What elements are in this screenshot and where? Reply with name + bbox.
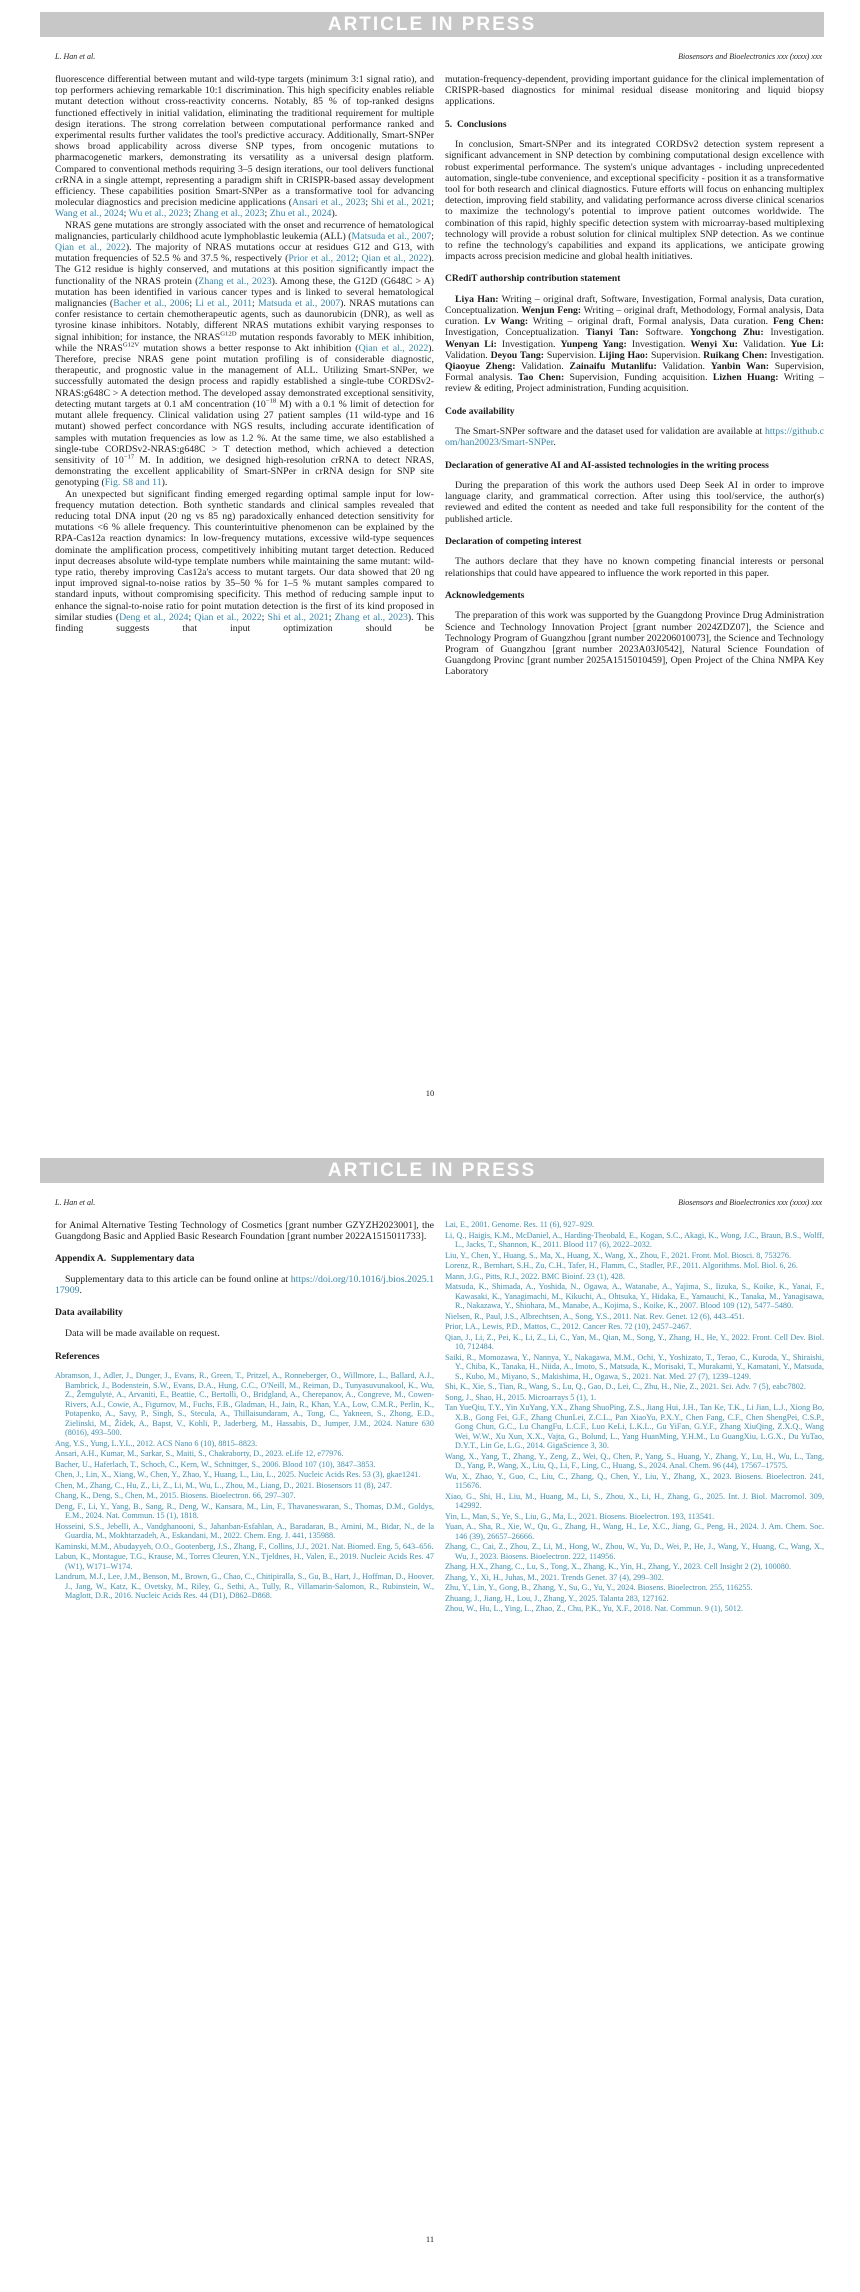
citation-link[interactable]: Wu et al., 2023	[128, 208, 189, 220]
reference-item[interactable]: Zhang, Y., Xi, H., Juhas, M., 2021. Trends Genet. 37 (4), 299–302.	[445, 1572, 664, 1582]
reference-item[interactable]: Hosseini, S.S., Jebelli, A., Vandghanooni, S., Jahanban-Esfahlan, A., Baradaran, B., Amini, M., Bidar, N., de la Guardia, M., Mokhtarzadeh, A., Eskandani, M., 2022. Chem. Eng. J. 441, 135988.	[55, 1521, 434, 1541]
section-heading: Acknowledgements	[445, 589, 525, 601]
citation-link[interactable]: Qian et al., 2022	[358, 342, 429, 354]
citation-link[interactable]: Zhang et al., 2023	[198, 275, 272, 287]
author-name: Qiaoyue Zheng:	[445, 361, 516, 373]
reference-item[interactable]: Zhu, Y., Lin, Y., Gong, B., Zhang, Y., Su, G., Yu, Y., 2024. Biosens. Bioelectron. 255, 116255.	[445, 1583, 753, 1592]
page-number: 10	[425, 1088, 435, 1098]
paragraph: An unexpected but significant finding emerged regarding optimal sample input for low-frequency mutation detection. Both synthetic standards and clinical samples revealed that reducing total DNA input (20 ng vs 85 ng) paradoxically enhanced detection sensitivity for mutations <6 % allele frequency. This counterintuitive phenomenon can be explained by the RPA-Cas12a reaction dynamics: In low-frequency mutations, excessive wild-type sequences dominate the amplification process, competitively inhibiting mutant target detection. Reduced input decreases absolute wild-type template numbers while maintaining the same mutant: wild-type ratio, thereby improving Cas12a's access to mutant targets. Our data showed that 20 ng input improved signal-to-noise ratios by 35–50 % for 1–5 % mutant samples compared to standard inputs, without compromising specificity. This method of reducing sample input to enhance the signal-to-noise ratio for point mutation detection is the first of its kind proposed in similar studies (Deng et al., 2024; Qian et al., 2022; Shi et al., 2021; Zhang et al., 2023). This finding suggests that input optimization should be	[55, 488, 435, 634]
reference-item[interactable]: Chen, M., Zhang, C., Hu, Z., Li, Z., Li, M., Wu, L., Zhou, M., Liang, D., 2021. Biosensors 11 (8), 247.	[55, 1480, 392, 1490]
author-name: Yongchong Zhu:	[689, 327, 764, 339]
paragraph: fluorescence differential between mutant and wild-type targets (minimum 3:1 signal ratio), and top performers achieving remarkable 10:1 discrimination. This high specificity enables reliable mutant detection without cross-reactivity concerns. Notably, 85 % of top-ranked designs functioned effectively in initial validation, eliminating the traditional requirement for multiple design iterations. The strong correlation between computational performance ranked and experimental results further validates the tool's predictive accuracy. Additionally, Smart-SNPer shows broad applicability across diverse SNP types, from oncogenic mutations to pharmacogenetic markers, demonstrating its versatility as a universal design platform. Compared to conventional methods requiring 3–5 design iterations, our tool delivers functional crRNA in a single attempt, representing a paradigm shift in CRISPR-based assay development efficiency. These capabilities position Smart-SNPer as a transformative tool for advancing molecular diagnostics and precision medicine applications (Ansari et al., 2023; Shi et al., 2021; Wang et al., 2024; Wu et al., 2023; Zhang et al., 2023; Zhu et al., 2024).	[55, 74, 434, 220]
section-heading: Data availability	[55, 1307, 123, 1319]
left-column	[55, 74, 434, 678]
page-11	[0, 1146, 860, 2292]
citation-link[interactable]: Qian et al., 2022	[194, 611, 262, 623]
citation-link[interactable]: Zhang et al., 2023	[193, 208, 265, 220]
left-column	[55, 1220, 434, 1615]
paragraph: mutation-frequency-dependent, providing important guidance for the clinical implementation of CRISPR-based diagnostics for minimal residual disease monitoring and liquid biopsy applications.	[445, 74, 824, 108]
paragraph: In conclusion, Smart-SNPer and its integrated CORDSv2 detection system represent a significant advancement in SNP detection by combining computational design excellence with robust experimental performance. The system's unique advantages - including unprecedented automation, single-tube convenience, and exceptional specificity - position it as a transformative tool for both research and clinical diagnostics. Future efforts will focus on enhancing multiplex detection, improving field stability, and validating performance across diverse clinical scenarios to maximize the technology's potential to improve patient outcomes worldwide. The combination of this rapid, highly specific detection system with microarray-based multiplexing technology will provide a robust solution for clinical multiplex SNP detection. As we continue to refine the technology's capabilities and expand its applications, we anticipate growing impacts across precision medicine and global health initiatives.	[445, 139, 824, 263]
citation-link[interactable]: Wang et al., 2024	[55, 208, 124, 220]
author-name: Zainaifu Mutanlifu:	[569, 361, 657, 373]
author-name: Tao Chen:	[517, 372, 565, 384]
reference-item[interactable]: Landrum, M.J., Lee, J.M., Benson, M., Brown, G., Chao, C., Chitipiralla, S., Gu, B., Hart, J., Hoffman, D., Hoover, J., Jang, W., Katz, K., Ovetsky, M., Riley, G., Sethi, A., Tully, R., Villamarin-Salomon, R., Rubinstein, W., Maglott, D.R., 2016. Nucleic Acids Res. 44 (D1), D862–D868.	[55, 1572, 434, 1601]
reference-item[interactable]: Abramson, J., Adler, J., Dunger, J., Evans, R., Green, T., Pritzel, A., Ronneberger, O., Willmore, L., Ballard, A.J., Bambrick, J., Bodenstein, S.W., Evans, D.A., Hung, C.C., O'Neill, M., Reiman, D., Tunyasuvunakool, K., Wu, Z., Žemgulytė, A., Arvaniti, E., Beattie, C., Bertolli, O., Bridgland, A., Cherepanov, A., Congreve, M., Cowen-Rivers, A.I., Cowie, A., Figurnov, M., Fuchs, F.B., Gladman, H., Jain, R., Khan, Y.A., Low, C.M.R., Perlin, K., Potapenko, A., Savy, P., Singh, S., Stecula, A., Thillaisundaram, A., Tong, C., Yakneen, S., Zhong, E.D., Zielinski, M., Žídek, A., Bapst, V., Kohli, P., Jaderberg, M., Hassabis, D., Jumper, J.M., 2024. Nature 630 (8016), 493–500.	[55, 1371, 434, 1438]
paragraph: NRAS gene mutations are strongly associated with the onset and recurrence of hematological malignancies, particularly childhood acute lymphoblastic leukemia (ALL) (Matsuda et al., 2007; Qian et al., 2022). The majority of NRAS mutations occur at residues G12 and G13, with mutation frequencies of 52.5 % and 37.5 %, respectively (Prior et al., 2012; Qian et al., 2022). The G12 residue is highly conserved, and mutations at this position significantly impact the functionality of the NRAS protein (Zhang et al., 2023). Among these, the G12D (G648C > A) mutation has been identified in various cancer types and is linked to several hematological malignancies (Bacher et al., 2006; Li et al., 2011; Matsuda et al., 2007). NRAS mutations can confer resistance to certain chemotherapeutic agents, such as daunorubicin (DNR), as well as tyrosine kinase inhibitors. Notably, different NRAS mutations exhibit varying responses to signal inhibition; for instance, the $NRAS^{G12D}$ mutation responds favorably to MEK inhibition, while the $NRAS^{G12V}$ mutation shows a better response to Akt inhibition (Qian et al., 2022). Therefore, precise NRAS gene point mutation profiling is of considerable diagnostic, therapeutic, and prognostic value in the management of ALL. Utilizing Smart-SNPer, we successfully automated the design process and rapidly established a single-tube CORDSv2-NRAS:g648C > A detection method. The developed assay demonstrated exceptional sensitivity, detecting mutant targets at 0.1 aM concentration ($10^{-18}$ M) with a 0.1 % limit of detection for mutant allele frequency. Clinical validation using 27 patient samples (11 wild-type and 16 mutant) showed perfect concordance with NGS results, including accurate identification of samples with mutation frequencies as low as 1.2 %. At the same time, we also established a single-tube CORDSv2-NRAS:g648C > T detection method, which achieved a detection sensitivity of $10^{-17}$ M. In addition, we designed high-resolution crRNA to detect NRAS, demonstrating the excellent applicability of Smart-SNPer in crRNA design for SNP site genotyping (Fig. S8 and 11).	[55, 219, 435, 489]
citation-link[interactable]: Li et al., 2011	[195, 298, 253, 310]
two-column-body	[55, 1220, 824, 1615]
citation-link[interactable]: https://github.com/han20023/Smart-SNPer	[445, 426, 824, 449]
superscript: −18	[265, 397, 277, 405]
citation-link[interactable]: Shi et al., 2021	[370, 197, 432, 209]
author-name: Feng Chen:	[772, 316, 824, 328]
reference-item[interactable]: Mann, J.G., Pitts, R.J., 2022. BMC Bioinf. 23 (1), 428.	[445, 1271, 625, 1281]
superscript: G12D	[220, 330, 237, 338]
citation-link[interactable]: Zhang et al., 2023	[334, 611, 408, 623]
reference-item[interactable]: Tan YueQiu, T.Y., Yin XuYang, Y.X., Zhang ShuoPing, Z.S., Jiang Hui, J.H., Tan Ke, T.K., Li Jian, L.J., Xiong Bo, X.B., Gong Fei, G.F., Zhang ChunLei, Z.C.L., Pan XiaoYu, P.X.Y., Chen Fang, C.F., Chen ShengPei, C.S.P., Gong Chun, G.C., Lu ChangFu, L.C.F., Luo KeLi, L.K.L., Gu YiFan, G.Y.F., Zhang XiuQing, Z.X.Q., Wang Wei, W.W., Xu Xun, X.X., Vajta, G., Bolund, L., Yang HuanMing, Y.H.M., Lu GuangXiu, L.G.X., Du YuTao, D.Y.T., Lin Ge, L.G., 2014. GigaScience 3, 30.	[445, 1403, 824, 1450]
reference-item[interactable]: Xiao, G., Shi, H., Liu, M., Huang, M., Li, S., Zhou, X., Li, H., Zhang, G., 2025. Int. J. Biol. Macromol. 309, 142992.	[445, 1491, 824, 1510]
author-name: Yanbin Wan:	[710, 361, 770, 373]
journal-reference: Biosensors and Bioelectronics xxx (xxxx) xxx	[678, 1198, 822, 1207]
reference-item[interactable]: Zhang, H.X., Zhang, C., Lu, S., Tong, X., Zhang, K., Yin, H., Zhang, Y., 2023. Cell Insight 2 (2), 100080.	[445, 1562, 792, 1571]
page-number: 11	[425, 2234, 435, 2244]
right-column	[445, 1220, 824, 1615]
author-name: Deyou Tang:	[490, 349, 545, 361]
reference-item[interactable]: Song, J., Shao, H., 2015. Microarrays 5 (1), 1.	[445, 1392, 597, 1402]
paragraph: The Smart-SNPer software and the dataset used for validation are available at https://github.com/han20023/Smart-SNPer.	[445, 426, 824, 449]
author-name: Lv Wang:	[484, 316, 529, 328]
reference-item[interactable]: Chen, J., Lin, X., Xiang, W., Chen, Y., Zhao, Y., Huang, L., Liu, L., 2025. Nucleic Acids Res. 53 (3), gkae1241.	[55, 1470, 421, 1480]
reference-item[interactable]: Matsuda, K., Shimada, A., Yoshida, N., Ogawa, A., Watanabe, A., Yajima, S., Iizuka, S., Koike, K., Yanai, F., Kawasaki, K., Yanagimachi, M., Kikuchi, A., Ohtsuka, Y., Hidaka, E., Yamauchi, K., Tanaka, M., Yanagisawa, R., Nakazawa, Y., Shiohara, M., Manabe, A., Kojima, S., Koike, K., 2007. Blood 109 (12), 5477–5480.	[445, 1282, 824, 1310]
citation-link[interactable]: Qian et al., 2022	[361, 253, 429, 265]
section-heading: CRediT authorship contribution statement	[445, 273, 621, 285]
reference-item[interactable]: Labun, K., Montague, T.G., Krause, M., Torres Cleuren, Y.N., Tjeldnes, H., Valen, E., 2019. Nucleic Acids Res. 47 (W1), W171–W174.	[55, 1552, 434, 1571]
reference-item[interactable]: Deng, F., Li, Y., Yang, B., Sang, R., Deng, W., Kansara, M., Lin, F., Thavaneswaran, S., Thomas, D.M., Goldys, E.M., 2024. Nat. Commun. 15 (1), 1818.	[55, 1501, 434, 1521]
author-name: Liya Han:	[455, 293, 499, 305]
reference-item[interactable]: Ansari, A.H., Kumar, M., Sarkar, S., Maiti, S., Chakraborty, D., 2023. eLife 12, e77976.	[55, 1449, 344, 1459]
reference-item[interactable]: Nielsen, R., Paul, J.S., Albrechtsen, A., Song, Y.S., 2011. Nat. Rev. Genet. 12 (6), 443–451.	[445, 1311, 745, 1321]
paragraph: The authors declare that they have no known competing financial interests or personal relationships that could have appeared to influence the work reported in this paper.	[445, 556, 824, 579]
running-author: L. Han et al.	[55, 52, 96, 61]
author-name: Lijing Hao:	[599, 349, 649, 361]
reference-item[interactable]: Prior, I.A., Lewis, P.D., Mattos, C., 2012. Cancer Res. 72 (10), 2457–2467.	[445, 1322, 692, 1331]
section-heading: Code availability	[445, 405, 515, 417]
journal-reference: Biosensors and Bioelectronics xxx (xxxx) xxx	[678, 52, 822, 61]
two-column-body	[55, 74, 824, 678]
citation-link[interactable]: Prior et al., 2012	[288, 253, 356, 265]
article-in-press-banner: ARTICLE IN PRESS	[40, 1158, 824, 1183]
paragraph: During the preparation of this work the authors used Deep Seek AI in order to improve language clarity, and grammatical correction. After using this tool/service, the author(s) reviewed and edited the content as needed and take full responsibility for the content of the published article.	[445, 480, 824, 525]
reference-item[interactable]: Li, Q., Haigis, K.M., McDaniel, A., Harding-Theobald, E., Kogan, S.C., Akagi, K., Wong, J.C., Braun, B.S., Wolff, L., Jacks, T., Shannon, K., 2011. Blood 117 (6), 2022–2032.	[445, 1230, 824, 1249]
reference-item[interactable]: Zhuang, J., Jiang, H., Lou, J., Zhang, Y., 2025. Talanta 283, 127162.	[445, 1593, 669, 1603]
reference-item[interactable]: Ang, Y.S., Yung, L.Y.L., 2012. ACS Nano 6 (10), 8815–8823.	[55, 1438, 258, 1448]
citation-link[interactable]: Matsuda et al., 2007	[351, 230, 432, 242]
reference-item[interactable]: Wang, X., Yang, T., Zhang, Y., Zeng, Z., Wei, Q., Chen, P., Yang, S., Huang, Y., Zhang, Y., Lu, H., Wu, L., Tang, D., Yang, P., Wang, X., Liu, Q., Li, F., Ling, C., Huang, S., 2024. Anal. Chem. 96 (44), 17567–17575.	[445, 1451, 824, 1470]
reference-item[interactable]: Chang, K., Deng, S., Chen, M., 2015. Biosens. Bioelectron. 66, 297–307.	[55, 1491, 296, 1501]
paragraph: Supplementary data to this article can be found online at https://doi.org/10.1016/j.bios.2025.117909.	[55, 1273, 434, 1297]
author-name: Ruikang Chen:	[703, 349, 768, 361]
section-heading: 5. Conclusions	[445, 118, 507, 130]
article-in-press-banner: ARTICLE IN PRESS	[40, 12, 824, 37]
author-name: Tianyi Tan:	[585, 327, 639, 339]
page-header	[55, 1198, 822, 1207]
reference-item[interactable]: Lorenz, R., Bernhart, S.H., Zu, C.H., Tafer, H., Flamm, C., Stadler, P.F., 2011. Algorithms. Mol. Biol. 6, 26.	[445, 1261, 798, 1270]
citation-link[interactable]: Deng et al., 2024	[119, 611, 189, 623]
paragraph: Liya Han: Writing – original draft, Software, Investigation, Formal analysis, Data curation, Conceptualization. Wenjun Feng: Writing – original draft, Methodology, Formal analysis, Data curation. Lv Wang: Writing – original draft, Formal analysis, Data curation. Feng Chen: Investigation, Conceptualization. Tianyi Tan: Software. Yongchong Zhu: Investigation. Wenyan Li: Investigation. Yunpeng Yang: Investigation. Wenyi Xu: Validation. Yue Li: Validation. Deyou Tang: Supervision. Lijing Hao: Supervision. Ruikang Chen: Investigation. Qiaoyue Zheng: Validation. Zainaifu Mutanlifu: Validation. Yanbin Wan: Supervision, Formal analysis. Tao Chen: Supervision, Funding acquisition. Lizhen Huang: Writing – review & editing, Project administration, Funding acquisition.	[445, 293, 824, 395]
citation-link[interactable]: Matsuda et al., 2007	[258, 298, 341, 310]
section-heading: Appendix A. Supplementary data	[55, 1253, 195, 1265]
citation-link[interactable]: https://doi.org/10.1016/j.bios.2025.117909	[55, 1273, 434, 1297]
paragraph: for Animal Alternative Testing Technology of Cosmetics [grant number GZYZH2023001], the Guangdong Basic and Applied Basic Research Foundation [grant number 2022A1515011733].	[55, 1220, 434, 1243]
superscript: G12V	[122, 341, 140, 349]
reference-item[interactable]: Liu, Y., Chen, Y., Huang, S., Ma, X., Huang, X., Wang, X., Zhou, F., 2021. Front. Mol. Biosci. 8, 753276.	[445, 1250, 792, 1260]
reference-item[interactable]: Yin, L., Man, S., Ye, S., Liu, G., Ma, L., 2021. Biosens. Bioelectron. 193, 113541.	[445, 1511, 715, 1521]
paragraph: Data will be made available on request.	[65, 1327, 220, 1339]
section-heading: Declaration of generative AI and AI-assisted technologies in the writing process	[445, 459, 769, 471]
citation-link[interactable]: Qian et al., 2022	[55, 242, 126, 254]
reference-item[interactable]: Wu, X., Zhao, Y., Guo, C., Liu, C., Zhang, Q., Chen, Y., Liu, Y., Zhang, X., 2023. Biosens. Bioelectron. 241, 115676.	[445, 1471, 824, 1490]
author-name: Lizhen Huang:	[712, 372, 779, 384]
reference-item[interactable]: Saiki, R., Momozawa, Y., Nannya, Y., Nakagawa, M.M., Ochi, Y., Yoshizato, T., Terao, C., Kuroda, Y., Shiraishi, Y., Chiba, K., Tanaka, H., Niida, A., Imoto, S., Matsuda, K., Morisaki, T., Murakami, Y., Kamatani, Y., Matsuda, S., Kubo, M., Miyano, S., Makishima, H., Ogawa, S., 2021. Nat. Med. 27 (7), 1239–1249.	[445, 1352, 824, 1381]
reference-item[interactable]: Qian, J., Li, Z., Pei, K., Li, Z., Li, C., Yan, M., Qian, M., Song, Y., Zhang, H., He, Y., 2022. Front. Cell Dev. Biol. 10, 712484.	[445, 1332, 824, 1351]
page-header	[55, 52, 822, 61]
superscript: −17	[123, 453, 135, 461]
author-name: Yunpeng Yang:	[560, 338, 627, 350]
reference-item[interactable]: Lai, E., 2001. Genome. Res. 11 (6), 927–929.	[445, 1220, 595, 1229]
reference-item[interactable]: Bacher, U., Haferlach, T., Schoch, C., Kern, W., Schnittger, S., 2006. Blood 107 (10), 3847–3853.	[55, 1459, 376, 1469]
reference-item[interactable]: Zhou, W., Hu, L., Ying, L., Zhao, Z., Chu, P.K., Yu, X.F., 2018. Nat. Commun. 9 (1), 5012.	[445, 1604, 744, 1613]
reference-item[interactable]: Kaminski, M.M., Abudayyeh, O.O., Gootenberg, J.S., Zhang, F., Collins, J.J., 2021. Nat. Biomed. Eng. 5, 643–656.	[55, 1541, 434, 1551]
paragraph: The preparation of this work was supported by the Guangdong Province Drug Administration Science and Technology Innovation Project [grant number 2024ZDZ07], the Science and Technology Program of Guangzhou [grant number 202206010073], the Science and Technology Program of Guangzhou [grant number 2023A03J0542], Natural Science Foundation of Guangdong Provinc [grant number 2025A1515010459], Open Project of the China NMPA Key Laboratory	[445, 610, 824, 678]
citation-link[interactable]: Zhu et al., 2024	[269, 208, 332, 220]
citation-link[interactable]: Ansari et al., 2023	[292, 197, 366, 209]
citation-link[interactable]: Fig. S8 and 11	[104, 477, 162, 489]
reference-item[interactable]: Shi, K., Xie, S., Tian, R., Wang, S., Lu, Q., Gao, D., Lei, C., Zhu, H., Nie, Z., 2021. Sci. Adv. 7 (5), eabc7802.	[445, 1382, 806, 1391]
running-author: L. Han et al.	[55, 1198, 96, 1207]
citation-link[interactable]: Bacher et al., 2006	[113, 298, 190, 310]
citation-link[interactable]: Shi et al., 2021	[267, 611, 329, 623]
reference-item[interactable]: Zhang, C., Cai, Z., Zhou, Z., Li, M., Hong, W., Zhou, W., Yu, D., Wei, P., He, J., Wang, Y., Huang, C., Wang, X., Wu, J., 2023. Biosens. Bioelectron. 222, 114956.	[445, 1542, 824, 1561]
section-heading: Declaration of competing interest	[445, 535, 582, 547]
reference-item[interactable]: Yuan, A., Sha, R., Xie, W., Qu, G., Zhang, H., Wang, H., Le, X.C., Jiang, G., Peng, H., 2024. J. Am. Chem. Soc. 146 (39), 26657–26666.	[445, 1522, 824, 1541]
author-name: Wenjun Feng:	[521, 305, 582, 317]
author-name: Wenyan Li:	[445, 338, 497, 350]
author-name: Wenyi Xu:	[690, 338, 738, 350]
author-name: Yue Li:	[790, 338, 824, 350]
references-heading: References	[55, 1351, 100, 1363]
right-column	[445, 74, 824, 678]
